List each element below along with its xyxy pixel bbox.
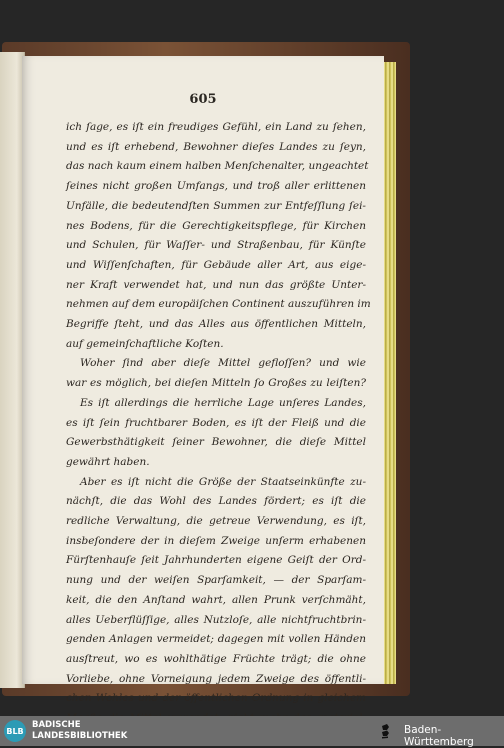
baden-wuerttemberg-label[interactable]: Baden-Württemberg [404, 724, 474, 748]
text-line: ausſtreut, wo es wohlthätige Früchte trägt; die ohne [66, 652, 366, 665]
text-line: insbeſondere der in dieſem Zweige unſerm erhabenen [66, 534, 366, 547]
blb-logo[interactable]: BLB [4, 720, 26, 742]
text-line: keit, die den Anſtand wahrt, allen Prunk verſchmäht, [66, 593, 366, 606]
page-edge-gilt [382, 62, 396, 684]
text-line: es iſt ſein fruchtbarer Boden, es iſt der Fleiß und die [66, 416, 366, 429]
baden-wuerttemberg-lions-icon [380, 722, 398, 740]
text-line: genden Anlagen vermeidet; dagegen mit vollen Händen [66, 633, 366, 646]
text-line: ich ſage, es iſt ein freudiges Gefühl, ein Land zu ſehen, [66, 121, 366, 133]
footer-bar [0, 716, 504, 746]
text-line: und Wiſſenſchaften, für Gebäude aller Art, aus eige- [66, 258, 366, 271]
text-line: Unfälle, die bedeutendſten Summen zur Entfeſſlung ſei- [66, 199, 366, 212]
text-line: und es iſt erhebend, Bewohner dieſes Landes zu ſeyn, [66, 140, 366, 153]
text-line: nung und der weiſen Sparſamkeit, — der Sparſam- [66, 574, 366, 587]
page-number: 605 [189, 92, 217, 107]
text-line: alles Ueberflüſſige, alles Nutzloſe, alle nichtfruchtbrin- [66, 613, 366, 626]
text-line: nächſt, die das Wohl des Landes fördert; es iſt die [66, 495, 366, 508]
text-line: Gewerbsthätigkeit ſeiner Bewohner, die dieſe Mittel [66, 436, 366, 449]
text-line: nehmen auf dem europäiſchen Continent auszuführen im [66, 298, 371, 311]
text-line: Begriffe ſteht, und das Alles aus öffentlichen Mitteln, [66, 318, 366, 331]
book-page [22, 56, 384, 705]
text-line: Aber es iſt nicht die Größe der Staatseinkünfte zu- [80, 475, 366, 488]
text-line: Woher ſind aber dieſe Mittel gefloſſen? und wie [80, 357, 366, 370]
text-line: Es iſt allerdings die herrliche Lage unſeres Landes, [80, 396, 366, 409]
text-line: redliche Verwaltung, die getreue Verwendung, es iſt, [66, 515, 366, 528]
text-line: Vorliebe, ohne Vorneigung jedem Zweige des öffentli- [66, 672, 366, 685]
blb-name[interactable] [32, 720, 127, 742]
text-line: das nach kaum einem halben Menſchenalter, ungeachtet [66, 160, 369, 173]
text-line: ſeines nicht großen Umfangs, und troß aller erlittenen [66, 180, 366, 193]
blb-name-line2: LANDESBIBLIOTHEK [32, 731, 128, 741]
page-text [66, 118, 371, 729]
text-line: Fürſtenhauſe ſeit Jahrhunderten eigene Geiſt der Ord- [66, 554, 366, 567]
text-line: nes Bodens, für die Gerechtigkeitspflege, für Kirchen [66, 219, 366, 232]
text-line: chen Wohles und der öffentlichen Ordnung in gleichem [66, 692, 366, 705]
blb-name-line1: BADISCHE [32, 720, 81, 730]
text-line: gewährt haben. [66, 455, 150, 468]
text-line: auf gemeinſchaftliche Koſten. [66, 337, 224, 350]
text-line: und Schulen, für Waſſer- und Straßenbau, für Künſte [66, 239, 366, 252]
text-line: war es möglich, bei dieſen Mitteln ſo Großes zu leiſten? [66, 377, 366, 390]
text-line: ner Kraft verwendet hat, und nun das größte Unter- [66, 278, 366, 291]
